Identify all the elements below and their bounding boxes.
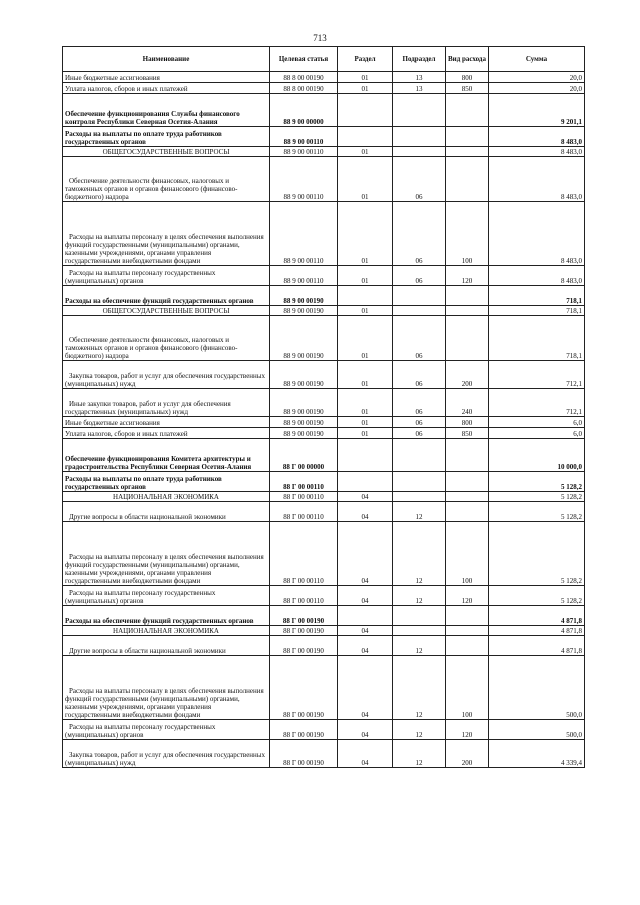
- row-target-cell: 88 9 00 00190: [270, 417, 338, 428]
- table-row: [63, 127, 585, 147]
- row-name-text: НАЦИОНАЛЬНАЯ ЭКОНОМИКА: [113, 627, 219, 635]
- row-target-cell: 88 9 00 00190: [270, 361, 338, 389]
- header-amount: Сумма: [489, 47, 585, 72]
- row-subsection-cell: [393, 492, 446, 502]
- row-target-cell: 88 9 00 00110: [270, 157, 338, 202]
- table-row: [63, 636, 585, 656]
- row-type-cell: 240: [446, 389, 489, 417]
- row-subsection-cell: 12: [393, 522, 446, 586]
- header-target: Целевая статья: [270, 47, 338, 72]
- row-subsection-cell: [393, 306, 446, 316]
- row-subsection-cell: [393, 94, 446, 127]
- row-target-cell: 88 9 00 00110: [270, 127, 338, 147]
- row-name-cell: [63, 94, 270, 127]
- table-row: [63, 306, 585, 316]
- page-number: 713: [313, 33, 327, 43]
- row-subsection-cell: 06: [393, 417, 446, 428]
- row-section-cell: 01: [338, 157, 393, 202]
- row-target-cell: 88 Г 00 00110: [270, 492, 338, 502]
- table-row: [63, 492, 585, 502]
- row-amount-cell: 8 483,0: [489, 266, 585, 286]
- row-name-cell: [63, 720, 270, 740]
- row-section-cell: 04: [338, 636, 393, 656]
- row-name-cell: [63, 522, 270, 586]
- row-type-cell: 200: [446, 361, 489, 389]
- row-amount-cell: 8 483,0: [489, 147, 585, 157]
- row-section-cell: 01: [338, 361, 393, 389]
- table-header-row: [63, 47, 585, 72]
- table-row: [63, 316, 585, 361]
- table-row: [63, 361, 585, 389]
- table-row: [63, 417, 585, 428]
- row-name-text: Расходы на выплаты персоналу государственных (муниципальных) органов: [65, 269, 216, 285]
- row-name-cell: [63, 472, 270, 492]
- row-section-cell: 01: [338, 202, 393, 266]
- row-type-cell: [446, 606, 489, 626]
- row-amount-cell: 5 128,2: [489, 502, 585, 522]
- row-amount-cell: 718,1: [489, 306, 585, 316]
- table-row: [63, 72, 585, 83]
- row-name-cell: [63, 157, 270, 202]
- table-row: [63, 656, 585, 720]
- row-section-cell: 01: [338, 83, 393, 94]
- row-amount-cell: 6,0: [489, 428, 585, 439]
- table-row: [63, 286, 585, 306]
- table-row: [63, 157, 585, 202]
- row-name-cell: [63, 417, 270, 428]
- row-target-cell: 88 9 00 00110: [270, 266, 338, 286]
- row-type-cell: 100: [446, 522, 489, 586]
- row-type-cell: 120: [446, 266, 489, 286]
- row-section-cell: 04: [338, 626, 393, 636]
- row-name-text: Расходы на выплаты по оплате труда работников государственных органов: [65, 130, 222, 146]
- header-expense-type: Вид расхода: [446, 47, 489, 72]
- row-subsection-cell: 13: [393, 83, 446, 94]
- row-target-cell: 88 Г 00 00000: [270, 439, 338, 472]
- row-subsection-cell: 06: [393, 157, 446, 202]
- row-name-cell: [63, 636, 270, 656]
- row-amount-cell: 712,1: [489, 389, 585, 417]
- row-target-cell: 88 9 00 00110: [270, 202, 338, 266]
- row-amount-cell: 4 871,8: [489, 606, 585, 626]
- table-row: [63, 389, 585, 417]
- row-amount-cell: 10 000,0: [489, 439, 585, 472]
- row-name-cell: [63, 316, 270, 361]
- row-amount-cell: 5 128,2: [489, 492, 585, 502]
- row-name-text: Расходы на выплаты персоналу в целях обеспечения выполнения функций государственными (муниципальными) органами, казенными учреждениями, органами управления государственными внебюджетными фондами: [65, 553, 264, 585]
- row-subsection-cell: [393, 286, 446, 306]
- row-target-cell: 88 9 00 00110: [270, 147, 338, 157]
- row-section-cell: 01: [338, 316, 393, 361]
- row-section-cell: 04: [338, 522, 393, 586]
- table-row: [63, 147, 585, 157]
- row-name-cell: [63, 286, 270, 306]
- row-subsection-cell: 12: [393, 720, 446, 740]
- row-amount-cell: 4 871,8: [489, 626, 585, 636]
- row-type-cell: 120: [446, 586, 489, 606]
- row-name-text: Иные бюджетные ассигнования: [65, 74, 160, 82]
- table-body: [63, 72, 585, 768]
- row-section-cell: [338, 94, 393, 127]
- row-section-cell: 01: [338, 417, 393, 428]
- row-type-cell: 100: [446, 656, 489, 720]
- budget-table: [62, 46, 585, 768]
- row-amount-cell: 500,0: [489, 656, 585, 720]
- row-type-cell: 850: [446, 83, 489, 94]
- row-name-cell: [63, 492, 270, 502]
- row-type-cell: [446, 286, 489, 306]
- row-name-text: Уплата налогов, сборов и иных платежей: [65, 430, 188, 438]
- row-target-cell: 88 9 00 00190: [270, 389, 338, 417]
- row-type-cell: 800: [446, 72, 489, 83]
- row-type-cell: [446, 94, 489, 127]
- row-name-text: Расходы на выплаты персоналу в целях обеспечения выполнения функций государственными (муниципальными) органами, казенными учреждениями, органами управления государственными внебюджетными фондами: [65, 233, 264, 265]
- row-amount-cell: 718,1: [489, 316, 585, 361]
- row-name-cell: [63, 306, 270, 316]
- row-target-cell: 88 8 00 00190: [270, 72, 338, 83]
- row-amount-cell: 712,1: [489, 361, 585, 389]
- table-row: [63, 626, 585, 636]
- row-subsection-cell: [393, 606, 446, 626]
- row-section-cell: 04: [338, 502, 393, 522]
- row-subsection-cell: 06: [393, 428, 446, 439]
- row-name-text: Иные бюджетные ассигнования: [65, 419, 160, 427]
- row-type-cell: [446, 147, 489, 157]
- row-subsection-cell: 12: [393, 586, 446, 606]
- row-name-text: Другие вопросы в области национальной экономики: [69, 513, 226, 521]
- row-target-cell: 88 9 00 00000: [270, 94, 338, 127]
- row-name-text: Расходы на выплаты персоналу в целях обеспечения выполнения функций государственными (муниципальными) органами, казенными учреждениями, органами управления государственными внебюджетными фондами: [65, 687, 264, 719]
- row-target-cell: 88 9 00 00190: [270, 428, 338, 439]
- table-row: [63, 428, 585, 439]
- row-name-text: Расходы на выплаты по оплате труда работников государственных органов: [65, 475, 222, 491]
- row-target-cell: 88 9 00 00190: [270, 286, 338, 306]
- row-name-cell: [63, 127, 270, 147]
- row-name-cell: [63, 626, 270, 636]
- row-target-cell: 88 Г 00 00190: [270, 656, 338, 720]
- row-section-cell: 04: [338, 656, 393, 720]
- row-target-cell: 88 Г 00 00190: [270, 740, 338, 768]
- row-subsection-cell: [393, 127, 446, 147]
- row-target-cell: 88 Г 00 00110: [270, 522, 338, 586]
- row-subsection-cell: 12: [393, 636, 446, 656]
- row-name-cell: [63, 502, 270, 522]
- table-row: [63, 720, 585, 740]
- row-subsection-cell: 06: [393, 361, 446, 389]
- row-type-cell: 200: [446, 740, 489, 768]
- row-subsection-cell: 06: [393, 316, 446, 361]
- row-amount-cell: 8 483,0: [489, 202, 585, 266]
- row-subsection-cell: [393, 626, 446, 636]
- row-name-text: Обеспечение деятельности финансовых, налоговых и таможенных органов и органов финансового (финансово-бюджетного) надзора: [65, 177, 238, 201]
- row-subsection-cell: 06: [393, 202, 446, 266]
- row-name-text: Расходы на выплаты персоналу государственных (муниципальных) органов: [65, 723, 216, 739]
- row-subsection-cell: [393, 472, 446, 492]
- row-subsection-cell: [393, 147, 446, 157]
- row-type-cell: [446, 316, 489, 361]
- row-section-cell: 01: [338, 306, 393, 316]
- row-amount-cell: 20,0: [489, 72, 585, 83]
- row-name-cell: [63, 586, 270, 606]
- row-subsection-cell: 06: [393, 389, 446, 417]
- row-subsection-cell: 06: [393, 266, 446, 286]
- row-amount-cell: 5 128,2: [489, 522, 585, 586]
- row-name-text: Закупка товаров, работ и услуг для обеспечения государственных (муниципальных) нужд: [65, 372, 266, 388]
- row-amount-cell: 8 483,0: [489, 157, 585, 202]
- table-row: [63, 439, 585, 472]
- row-target-cell: 88 Г 00 00190: [270, 606, 338, 626]
- table-row: [63, 740, 585, 768]
- row-target-cell: 88 Г 00 00110: [270, 502, 338, 522]
- row-section-cell: [338, 472, 393, 492]
- row-name-text: НАЦИОНАЛЬНАЯ ЭКОНОМИКА: [113, 493, 219, 501]
- row-name-text: Обеспечение функционирования Службы финансового контроля Республики Северная Осетия-Алания: [65, 110, 240, 126]
- row-amount-cell: 20,0: [489, 83, 585, 94]
- row-name-cell: [63, 606, 270, 626]
- row-type-cell: 100: [446, 202, 489, 266]
- row-name-text: Расходы на обеспечение функций государственных органов: [65, 297, 254, 305]
- row-type-cell: [446, 157, 489, 202]
- row-target-cell: 88 9 00 00190: [270, 316, 338, 361]
- row-section-cell: 01: [338, 428, 393, 439]
- row-type-cell: [446, 502, 489, 522]
- row-name-text: Другие вопросы в области национальной экономики: [69, 647, 226, 655]
- row-section-cell: 04: [338, 586, 393, 606]
- table-row: [63, 83, 585, 94]
- row-amount-cell: 5 128,2: [489, 586, 585, 606]
- row-section-cell: [338, 286, 393, 306]
- row-subsection-cell: [393, 439, 446, 472]
- row-section-cell: 01: [338, 266, 393, 286]
- row-subsection-cell: 12: [393, 656, 446, 720]
- table-row: [63, 502, 585, 522]
- row-name-cell: [63, 266, 270, 286]
- row-section-cell: 01: [338, 72, 393, 83]
- row-type-cell: [446, 626, 489, 636]
- row-type-cell: [446, 636, 489, 656]
- row-name-cell: [63, 147, 270, 157]
- row-name-text: Уплата налогов, сборов и иных платежей: [65, 85, 188, 93]
- row-name-text: Обеспечение деятельности финансовых, налоговых и таможенных органов и органов финансового (финансово-бюджетного) надзора: [65, 336, 238, 360]
- row-subsection-cell: 12: [393, 740, 446, 768]
- row-type-cell: [446, 127, 489, 147]
- row-target-cell: 88 8 00 00190: [270, 83, 338, 94]
- row-name-text: ОБЩЕГОСУДАРСТВЕННЫЕ ВОПРОСЫ: [102, 148, 230, 156]
- row-target-cell: 88 Г 00 00190: [270, 720, 338, 740]
- row-target-cell: 88 Г 00 00110: [270, 586, 338, 606]
- row-subsection-cell: 12: [393, 502, 446, 522]
- row-name-cell: [63, 72, 270, 83]
- row-type-cell: [446, 306, 489, 316]
- row-name-cell: [63, 428, 270, 439]
- row-amount-cell: 4 339,4: [489, 740, 585, 768]
- row-target-cell: 88 Г 00 00190: [270, 636, 338, 656]
- row-section-cell: 04: [338, 492, 393, 502]
- row-section-cell: 01: [338, 147, 393, 157]
- row-amount-cell: 5 128,2: [489, 472, 585, 492]
- row-amount-cell: 8 483,0: [489, 127, 585, 147]
- row-section-cell: [338, 439, 393, 472]
- row-name-cell: [63, 656, 270, 720]
- table-row: [63, 606, 585, 626]
- row-section-cell: [338, 127, 393, 147]
- header-section: Раздел: [338, 47, 393, 72]
- row-name-text: Расходы на выплаты персоналу государственных (муниципальных) органов: [65, 589, 216, 605]
- row-target-cell: 88 Г 00 00110: [270, 472, 338, 492]
- row-type-cell: 850: [446, 428, 489, 439]
- row-name-text: Иные закупки товаров, работ и услуг для обеспечения государственных (муниципальных) нужд: [65, 400, 231, 416]
- row-target-cell: 88 Г 00 00190: [270, 626, 338, 636]
- row-type-cell: [446, 439, 489, 472]
- row-name-cell: [63, 740, 270, 768]
- row-target-cell: 88 9 00 00190: [270, 306, 338, 316]
- header-name: Наименование: [63, 47, 270, 72]
- row-name-cell: [63, 361, 270, 389]
- row-section-cell: 01: [338, 389, 393, 417]
- header-subsection: Подраздел: [393, 47, 446, 72]
- row-section-cell: 04: [338, 740, 393, 768]
- row-amount-cell: 4 871,8: [489, 636, 585, 656]
- table-row: [63, 202, 585, 266]
- row-subsection-cell: 13: [393, 72, 446, 83]
- row-section-cell: 04: [338, 720, 393, 740]
- row-amount-cell: 500,0: [489, 720, 585, 740]
- row-name-text: ОБЩЕГОСУДАРСТВЕННЫЕ ВОПРОСЫ: [102, 307, 230, 315]
- table-row: [63, 522, 585, 586]
- row-name-cell: [63, 439, 270, 472]
- row-section-cell: [338, 606, 393, 626]
- table-row: [63, 94, 585, 127]
- row-name-text: Расходы на обеспечение функций государственных органов: [65, 617, 254, 625]
- table-row: [63, 586, 585, 606]
- row-name-cell: [63, 389, 270, 417]
- row-type-cell: 120: [446, 720, 489, 740]
- row-name-text: Закупка товаров, работ и услуг для обеспечения государственных (муниципальных) нужд: [65, 751, 266, 767]
- row-type-cell: [446, 472, 489, 492]
- table-row: [63, 266, 585, 286]
- row-amount-cell: 9 201,1: [489, 94, 585, 127]
- row-amount-cell: 6,0: [489, 417, 585, 428]
- row-name-cell: [63, 202, 270, 266]
- table-row: [63, 472, 585, 492]
- row-name-cell: [63, 83, 270, 94]
- row-type-cell: 800: [446, 417, 489, 428]
- row-name-text: Обеспечение функционирования Комитета архитектуры и градостроительства Республики Северная Осетия-Алания: [65, 455, 252, 471]
- row-type-cell: [446, 492, 489, 502]
- row-amount-cell: 718,1: [489, 286, 585, 306]
